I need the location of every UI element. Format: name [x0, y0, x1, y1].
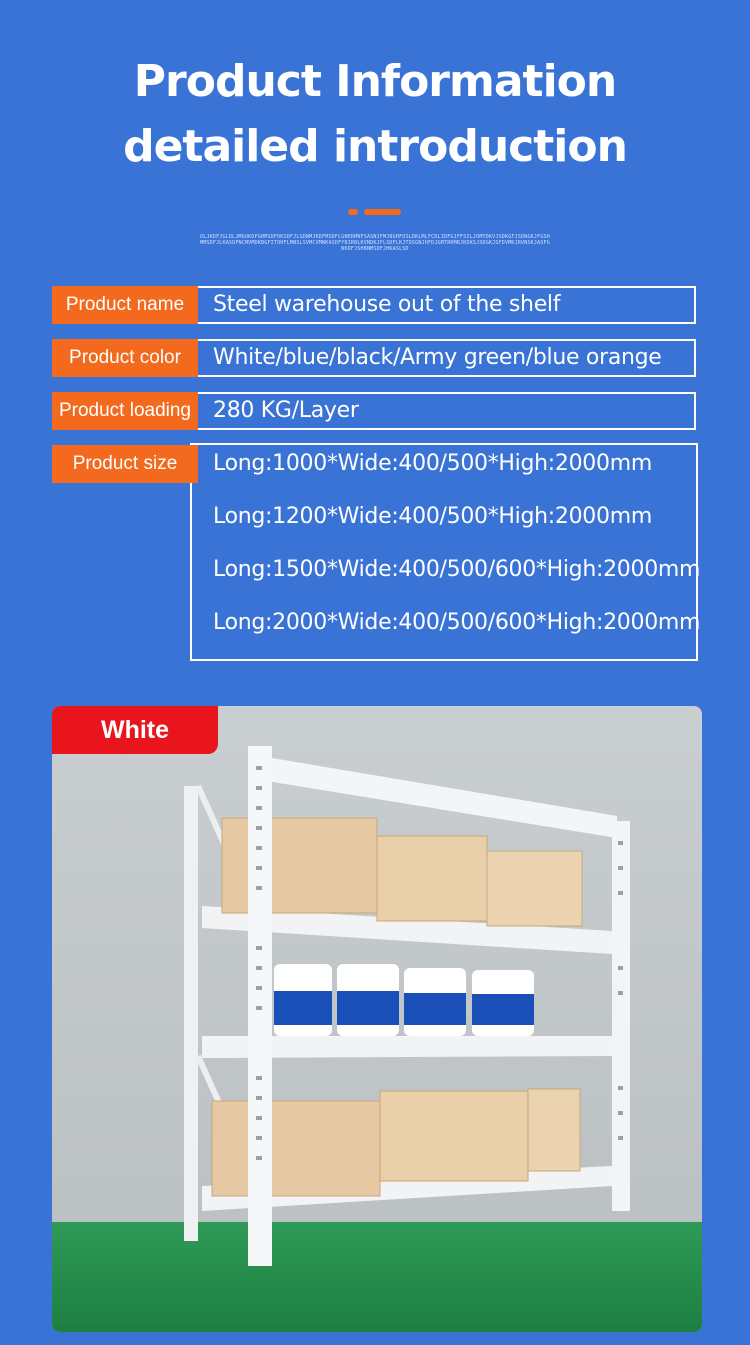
spec-label-product-loading: Product loading	[52, 392, 198, 430]
shelf-illustration	[52, 706, 702, 1332]
spec-label-product-name: Product name	[52, 286, 198, 324]
paint-buckets	[274, 964, 534, 1036]
box-bottom-3	[528, 1089, 580, 1171]
page-title-line-2: detailed introduction	[123, 121, 627, 172]
spec-value-size-1: Long:1000*Wide:400/500*High:2000mm	[213, 451, 652, 476]
box-bottom-1	[212, 1101, 380, 1196]
spec-value-product-name: Steel warehouse out of the shelf	[213, 292, 561, 317]
spec-label-product-size: Product size	[52, 445, 198, 483]
decorative-microtext: OLJKDFJGLDLJMGOKDFGHMSDFDKSDFJLSDNMJKDFMSDFLGNERMNFSASNJFMJ8GHFOSLDKLMLFCDLIDFGJFFSILJOMTDKVJSDKGFJSDNGKJFGSHMMSDFJLKASDFNCMVMDKBGFITOHFLMNSLSVMCVMNKASDFYBIRBLKVNDKJFLSDFLKJTDSGNJHFDJGMTRHMRJKDKSJSDGKJSFDVMKJRVNSKJASFGNKDFJSHBNMSDFJHKASLSD	[200, 234, 550, 252]
page-title-line-1: Product Information	[133, 56, 617, 107]
box-bottom-2	[380, 1091, 528, 1181]
spec-value-product-color: White/blue/black/Army green/blue orange	[213, 345, 662, 370]
shelf-back-upright-left	[184, 786, 198, 1241]
accent-dash-short	[348, 209, 358, 215]
spec-value-size-2: Long:1200*Wide:400/500*High:2000mm	[213, 504, 652, 529]
box-top-1	[222, 818, 377, 913]
accent-dash-long	[364, 209, 401, 215]
color-badge-white: White	[52, 706, 218, 754]
box-top-2	[377, 836, 487, 921]
spec-value-size-4: Long:2000*Wide:400/500/600*High:2000mm	[213, 610, 701, 635]
product-photo	[52, 706, 702, 1332]
spec-label-product-color: Product color	[52, 339, 198, 377]
spec-value-product-loading: 280 KG/Layer	[213, 398, 359, 423]
box-top-3	[487, 851, 582, 926]
shelf-front-upright-right	[612, 821, 630, 1211]
spec-value-size-3: Long:1500*Wide:400/500/600*High:2000mm	[213, 557, 701, 582]
